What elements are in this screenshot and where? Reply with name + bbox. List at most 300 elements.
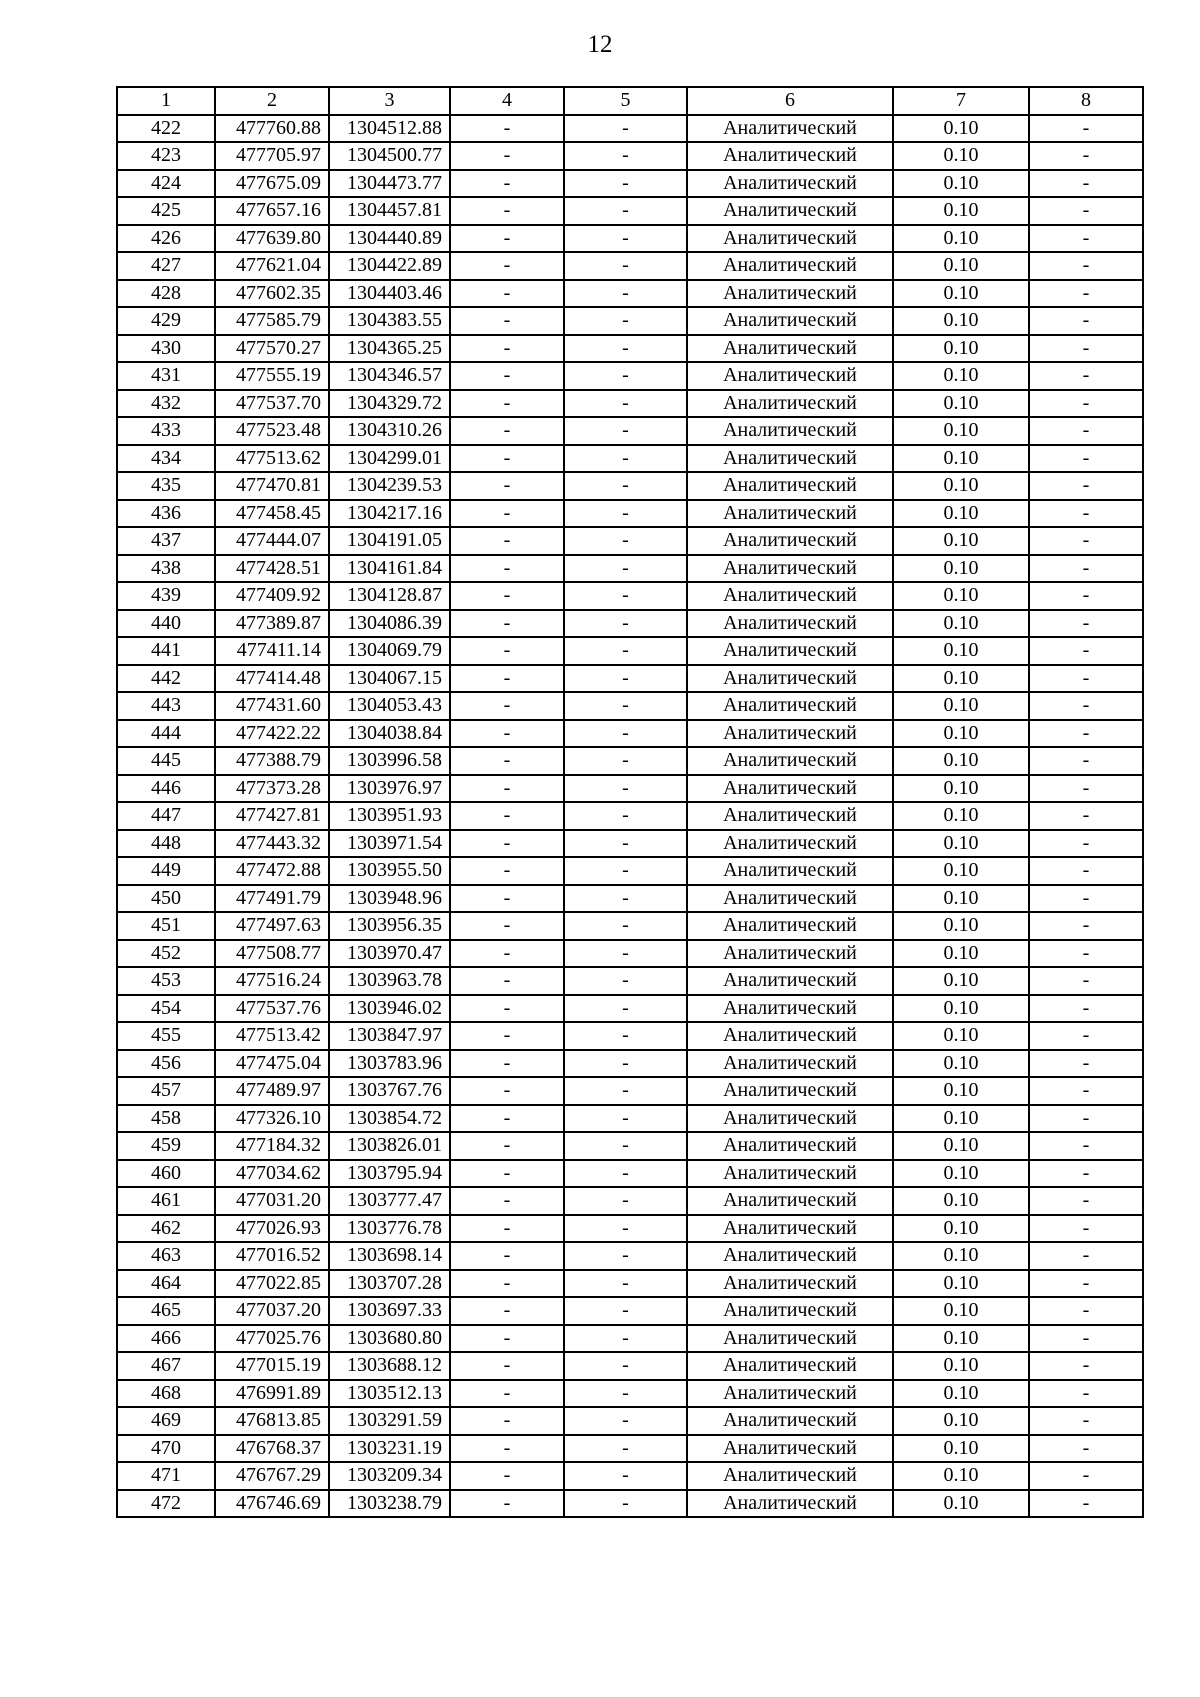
x-coordinate-cell: 477015.19 [215,1352,329,1380]
method-cell: Аналитический [687,1050,893,1078]
column-header: 6 [687,87,893,115]
y-coordinate-cell: 1304440.89 [329,225,450,253]
accuracy-cell: 0.10 [893,115,1029,143]
y-coordinate-cell: 1303707.28 [329,1270,450,1298]
column-8-cell: - [1029,692,1143,720]
y-coordinate-cell: 1304191.05 [329,527,450,555]
x-coordinate-cell: 477555.19 [215,362,329,390]
y-coordinate-cell: 1303956.35 [329,912,450,940]
point-number-cell: 443 [117,692,215,720]
x-coordinate-cell: 477427.81 [215,802,329,830]
method-cell: Аналитический [687,280,893,308]
page-number: 12 [587,31,613,58]
column-4-cell: - [450,1050,564,1078]
x-coordinate-cell: 477497.63 [215,912,329,940]
method-cell: Аналитический [687,1352,893,1380]
column-5-cell: - [564,500,687,528]
column-8-cell: - [1029,1242,1143,1270]
column-5-cell: - [564,1242,687,1270]
table-row [117,692,1143,720]
method-cell: Аналитический [687,1380,893,1408]
point-number-cell: 447 [117,802,215,830]
table-row [117,995,1143,1023]
method-cell: Аналитический [687,610,893,638]
accuracy-cell: 0.10 [893,472,1029,500]
y-coordinate-cell: 1304067.15 [329,665,450,693]
table-row [117,775,1143,803]
point-number-cell: 462 [117,1215,215,1243]
table-row [117,1462,1143,1490]
column-8-cell: - [1029,307,1143,335]
column-8-cell: - [1029,1022,1143,1050]
column-8-cell: - [1029,390,1143,418]
accuracy-cell: 0.10 [893,1160,1029,1188]
column-8-cell: - [1029,1352,1143,1380]
table-row [117,1050,1143,1078]
y-coordinate-cell: 1303795.94 [329,1160,450,1188]
x-coordinate-cell: 477388.79 [215,747,329,775]
column-5-cell: - [564,527,687,555]
point-number-cell: 437 [117,527,215,555]
table-row [117,1270,1143,1298]
x-coordinate-cell: 477431.60 [215,692,329,720]
column-8-cell: - [1029,1435,1143,1463]
column-8-cell: - [1029,1160,1143,1188]
table-row [117,912,1143,940]
column-8-cell: - [1029,500,1143,528]
column-4-cell: - [450,1022,564,1050]
y-coordinate-cell: 1304310.26 [329,417,450,445]
method-cell: Аналитический [687,307,893,335]
y-coordinate-cell: 1303854.72 [329,1105,450,1133]
x-coordinate-cell: 477537.70 [215,390,329,418]
column-8-cell: - [1029,527,1143,555]
method-cell: Аналитический [687,1215,893,1243]
column-4-cell: - [450,527,564,555]
x-coordinate-cell: 477422.22 [215,720,329,748]
method-cell: Аналитический [687,1022,893,1050]
point-number-cell: 458 [117,1105,215,1133]
method-cell: Аналитический [687,170,893,198]
column-header: 1 [117,87,215,115]
accuracy-cell: 0.10 [893,857,1029,885]
accuracy-cell: 0.10 [893,830,1029,858]
table-row [117,637,1143,665]
column-4-cell: - [450,885,564,913]
column-8-cell: - [1029,720,1143,748]
method-cell: Аналитический [687,1297,893,1325]
column-5-cell: - [564,1407,687,1435]
column-5-cell: - [564,1105,687,1133]
column-5-cell: - [564,747,687,775]
column-4-cell: - [450,1270,564,1298]
method-cell: Аналитический [687,692,893,720]
column-header: 3 [329,87,450,115]
point-number-cell: 438 [117,555,215,583]
column-8-cell: - [1029,197,1143,225]
point-number-cell: 431 [117,362,215,390]
method-cell: Аналитический [687,417,893,445]
y-coordinate-cell: 1303951.93 [329,802,450,830]
table-row [117,1022,1143,1050]
accuracy-cell: 0.10 [893,1077,1029,1105]
method-cell: Аналитический [687,1077,893,1105]
accuracy-cell: 0.10 [893,1242,1029,1270]
x-coordinate-cell: 477513.62 [215,445,329,473]
x-coordinate-cell: 477444.07 [215,527,329,555]
column-5-cell: - [564,885,687,913]
column-8-cell: - [1029,1187,1143,1215]
point-number-cell: 457 [117,1077,215,1105]
accuracy-cell: 0.10 [893,1187,1029,1215]
table-row [117,335,1143,363]
column-4-cell: - [450,445,564,473]
column-5-cell: - [564,582,687,610]
y-coordinate-cell: 1303847.97 [329,1022,450,1050]
column-5-cell: - [564,390,687,418]
point-number-cell: 461 [117,1187,215,1215]
point-number-cell: 428 [117,280,215,308]
column-5-cell: - [564,1187,687,1215]
column-4-cell: - [450,362,564,390]
table-row [117,1215,1143,1243]
accuracy-cell: 0.10 [893,775,1029,803]
column-5-cell: - [564,1462,687,1490]
column-4-cell: - [450,115,564,143]
method-cell: Аналитический [687,747,893,775]
point-number-cell: 460 [117,1160,215,1188]
point-number-cell: 465 [117,1297,215,1325]
column-8-cell: - [1029,417,1143,445]
table-row [117,390,1143,418]
column-4-cell: - [450,307,564,335]
y-coordinate-cell: 1304038.84 [329,720,450,748]
column-8-cell: - [1029,995,1143,1023]
table-row [117,802,1143,830]
column-4-cell: - [450,1160,564,1188]
x-coordinate-cell: 477675.09 [215,170,329,198]
column-8-cell: - [1029,280,1143,308]
point-number-cell: 472 [117,1490,215,1518]
x-coordinate-cell: 477516.24 [215,967,329,995]
y-coordinate-cell: 1303955.50 [329,857,450,885]
table-row [117,1380,1143,1408]
point-number-cell: 446 [117,775,215,803]
method-cell: Аналитический [687,142,893,170]
column-5-cell: - [564,1490,687,1518]
method-cell: Аналитический [687,1105,893,1133]
table-row [117,1490,1143,1518]
column-8-cell: - [1029,1462,1143,1490]
accuracy-cell: 0.10 [893,197,1029,225]
y-coordinate-cell: 1304383.55 [329,307,450,335]
column-5-cell: - [564,637,687,665]
column-5-cell: - [564,225,687,253]
accuracy-cell: 0.10 [893,500,1029,528]
column-5-cell: - [564,197,687,225]
x-coordinate-cell: 477016.52 [215,1242,329,1270]
column-4-cell: - [450,1077,564,1105]
x-coordinate-cell: 477585.79 [215,307,329,335]
x-coordinate-cell: 477037.20 [215,1297,329,1325]
point-number-cell: 441 [117,637,215,665]
x-coordinate-cell: 477523.48 [215,417,329,445]
point-number-cell: 464 [117,1270,215,1298]
column-4-cell: - [450,1352,564,1380]
y-coordinate-cell: 1304069.79 [329,637,450,665]
accuracy-cell: 0.10 [893,747,1029,775]
point-number-cell: 425 [117,197,215,225]
y-coordinate-cell: 1304500.77 [329,142,450,170]
accuracy-cell: 0.10 [893,1462,1029,1490]
point-number-cell: 459 [117,1132,215,1160]
accuracy-cell: 0.10 [893,362,1029,390]
table-row [117,1242,1143,1270]
column-8-cell: - [1029,582,1143,610]
column-8-cell: - [1029,225,1143,253]
accuracy-cell: 0.10 [893,225,1029,253]
accuracy-cell: 0.10 [893,1490,1029,1518]
column-4-cell: - [450,472,564,500]
point-number-cell: 422 [117,115,215,143]
method-cell: Аналитический [687,197,893,225]
method-cell: Аналитический [687,637,893,665]
method-cell: Аналитический [687,1435,893,1463]
table-row [117,1297,1143,1325]
y-coordinate-cell: 1303698.14 [329,1242,450,1270]
method-cell: Аналитический [687,1242,893,1270]
column-4-cell: - [450,417,564,445]
column-8-cell: - [1029,912,1143,940]
accuracy-cell: 0.10 [893,1215,1029,1243]
method-cell: Аналитический [687,1407,893,1435]
x-coordinate-cell: 477022.85 [215,1270,329,1298]
table-row [117,500,1143,528]
y-coordinate-cell: 1303996.58 [329,747,450,775]
column-4-cell: - [450,912,564,940]
column-8-cell: - [1029,1077,1143,1105]
point-number-cell: 454 [117,995,215,1023]
table-row [117,362,1143,390]
point-number-cell: 434 [117,445,215,473]
column-8-cell: - [1029,967,1143,995]
column-8-cell: - [1029,637,1143,665]
table-row [117,747,1143,775]
method-cell: Аналитический [687,472,893,500]
point-number-cell: 439 [117,582,215,610]
column-4-cell: - [450,1242,564,1270]
x-coordinate-cell: 477411.14 [215,637,329,665]
accuracy-cell: 0.10 [893,142,1029,170]
y-coordinate-cell: 1304403.46 [329,280,450,308]
accuracy-cell: 0.10 [893,1380,1029,1408]
method-cell: Аналитический [687,362,893,390]
x-coordinate-cell: 477472.88 [215,857,329,885]
accuracy-cell: 0.10 [893,637,1029,665]
column-4-cell: - [450,1325,564,1353]
accuracy-cell: 0.10 [893,527,1029,555]
method-cell: Аналитический [687,555,893,583]
x-coordinate-cell: 477491.79 [215,885,329,913]
table-body [117,115,1143,1518]
column-5-cell: - [564,1022,687,1050]
column-4-cell: - [450,692,564,720]
x-coordinate-cell: 477373.28 [215,775,329,803]
column-8-cell: - [1029,1490,1143,1518]
y-coordinate-cell: 1303209.34 [329,1462,450,1490]
point-number-cell: 426 [117,225,215,253]
x-coordinate-cell: 477443.32 [215,830,329,858]
y-coordinate-cell: 1304128.87 [329,582,450,610]
column-5-cell: - [564,775,687,803]
table-row [117,142,1143,170]
column-4-cell: - [450,720,564,748]
column-4-cell: - [450,555,564,583]
column-8-cell: - [1029,170,1143,198]
method-cell: Аналитический [687,995,893,1023]
x-coordinate-cell: 477537.76 [215,995,329,1023]
x-coordinate-cell: 477389.87 [215,610,329,638]
column-4-cell: - [450,665,564,693]
column-8-cell: - [1029,1050,1143,1078]
point-number-cell: 468 [117,1380,215,1408]
y-coordinate-cell: 1304512.88 [329,115,450,143]
column-4-cell: - [450,170,564,198]
accuracy-cell: 0.10 [893,1435,1029,1463]
method-cell: Аналитический [687,802,893,830]
point-number-cell: 444 [117,720,215,748]
table-row [117,1132,1143,1160]
column-4-cell: - [450,225,564,253]
column-5-cell: - [564,1297,687,1325]
y-coordinate-cell: 1304053.43 [329,692,450,720]
column-5-cell: - [564,940,687,968]
column-4-cell: - [450,1187,564,1215]
x-coordinate-cell: 477414.48 [215,665,329,693]
column-8-cell: - [1029,830,1143,858]
y-coordinate-cell: 1303512.13 [329,1380,450,1408]
x-coordinate-cell: 477326.10 [215,1105,329,1133]
column-5-cell: - [564,610,687,638]
point-number-cell: 442 [117,665,215,693]
method-cell: Аналитический [687,1270,893,1298]
accuracy-cell: 0.10 [893,445,1029,473]
x-coordinate-cell: 477705.97 [215,142,329,170]
column-5-cell: - [564,1325,687,1353]
x-coordinate-cell: 477639.80 [215,225,329,253]
column-5-cell: - [564,995,687,1023]
table-row [117,885,1143,913]
accuracy-cell: 0.10 [893,1352,1029,1380]
table-row [117,170,1143,198]
column-8-cell: - [1029,555,1143,583]
table-row [117,445,1143,473]
column-8-cell: - [1029,857,1143,885]
method-cell: Аналитический [687,527,893,555]
column-5-cell: - [564,720,687,748]
table-row [117,1160,1143,1188]
column-8-cell: - [1029,472,1143,500]
table-row [117,720,1143,748]
y-coordinate-cell: 1303777.47 [329,1187,450,1215]
method-cell: Аналитический [687,665,893,693]
column-4-cell: - [450,1215,564,1243]
y-coordinate-cell: 1304329.72 [329,390,450,418]
column-5-cell: - [564,1132,687,1160]
y-coordinate-cell: 1303946.02 [329,995,450,1023]
column-4-cell: - [450,1435,564,1463]
column-5-cell: - [564,335,687,363]
column-4-cell: - [450,1105,564,1133]
y-coordinate-cell: 1303976.97 [329,775,450,803]
column-header: 8 [1029,87,1143,115]
y-coordinate-cell: 1304473.77 [329,170,450,198]
y-coordinate-cell: 1303238.79 [329,1490,450,1518]
method-cell: Аналитический [687,1160,893,1188]
method-cell: Аналитический [687,720,893,748]
point-number-cell: 448 [117,830,215,858]
method-cell: Аналитический [687,885,893,913]
accuracy-cell: 0.10 [893,967,1029,995]
method-cell: Аналитический [687,390,893,418]
method-cell: Аналитический [687,940,893,968]
table-row [117,610,1143,638]
table-row [117,830,1143,858]
method-cell: Аналитический [687,252,893,280]
y-coordinate-cell: 1303680.80 [329,1325,450,1353]
column-4-cell: - [450,637,564,665]
table-row [117,252,1143,280]
point-number-cell: 450 [117,885,215,913]
table-row [117,307,1143,335]
column-4-cell: - [450,857,564,885]
column-4-cell: - [450,610,564,638]
point-number-cell: 463 [117,1242,215,1270]
y-coordinate-cell: 1304346.57 [329,362,450,390]
y-coordinate-cell: 1303767.76 [329,1077,450,1105]
point-number-cell: 451 [117,912,215,940]
point-number-cell: 456 [117,1050,215,1078]
column-5-cell: - [564,307,687,335]
accuracy-cell: 0.10 [893,1325,1029,1353]
method-cell: Аналитический [687,775,893,803]
column-5-cell: - [564,362,687,390]
point-number-cell: 423 [117,142,215,170]
x-coordinate-cell: 477031.20 [215,1187,329,1215]
point-number-cell: 452 [117,940,215,968]
accuracy-cell: 0.10 [893,417,1029,445]
column-5-cell: - [564,445,687,473]
accuracy-cell: 0.10 [893,1105,1029,1133]
column-5-cell: - [564,802,687,830]
y-coordinate-cell: 1303826.01 [329,1132,450,1160]
y-coordinate-cell: 1304299.01 [329,445,450,473]
accuracy-cell: 0.10 [893,995,1029,1023]
column-5-cell: - [564,142,687,170]
accuracy-cell: 0.10 [893,390,1029,418]
x-coordinate-cell: 477458.45 [215,500,329,528]
point-number-cell: 436 [117,500,215,528]
column-4-cell: - [450,1490,564,1518]
column-5-cell: - [564,555,687,583]
method-cell: Аналитический [687,1132,893,1160]
x-coordinate-cell: 477428.51 [215,555,329,583]
point-number-cell: 445 [117,747,215,775]
x-coordinate-cell: 477489.97 [215,1077,329,1105]
accuracy-cell: 0.10 [893,610,1029,638]
column-8-cell: - [1029,1407,1143,1435]
method-cell: Аналитический [687,582,893,610]
